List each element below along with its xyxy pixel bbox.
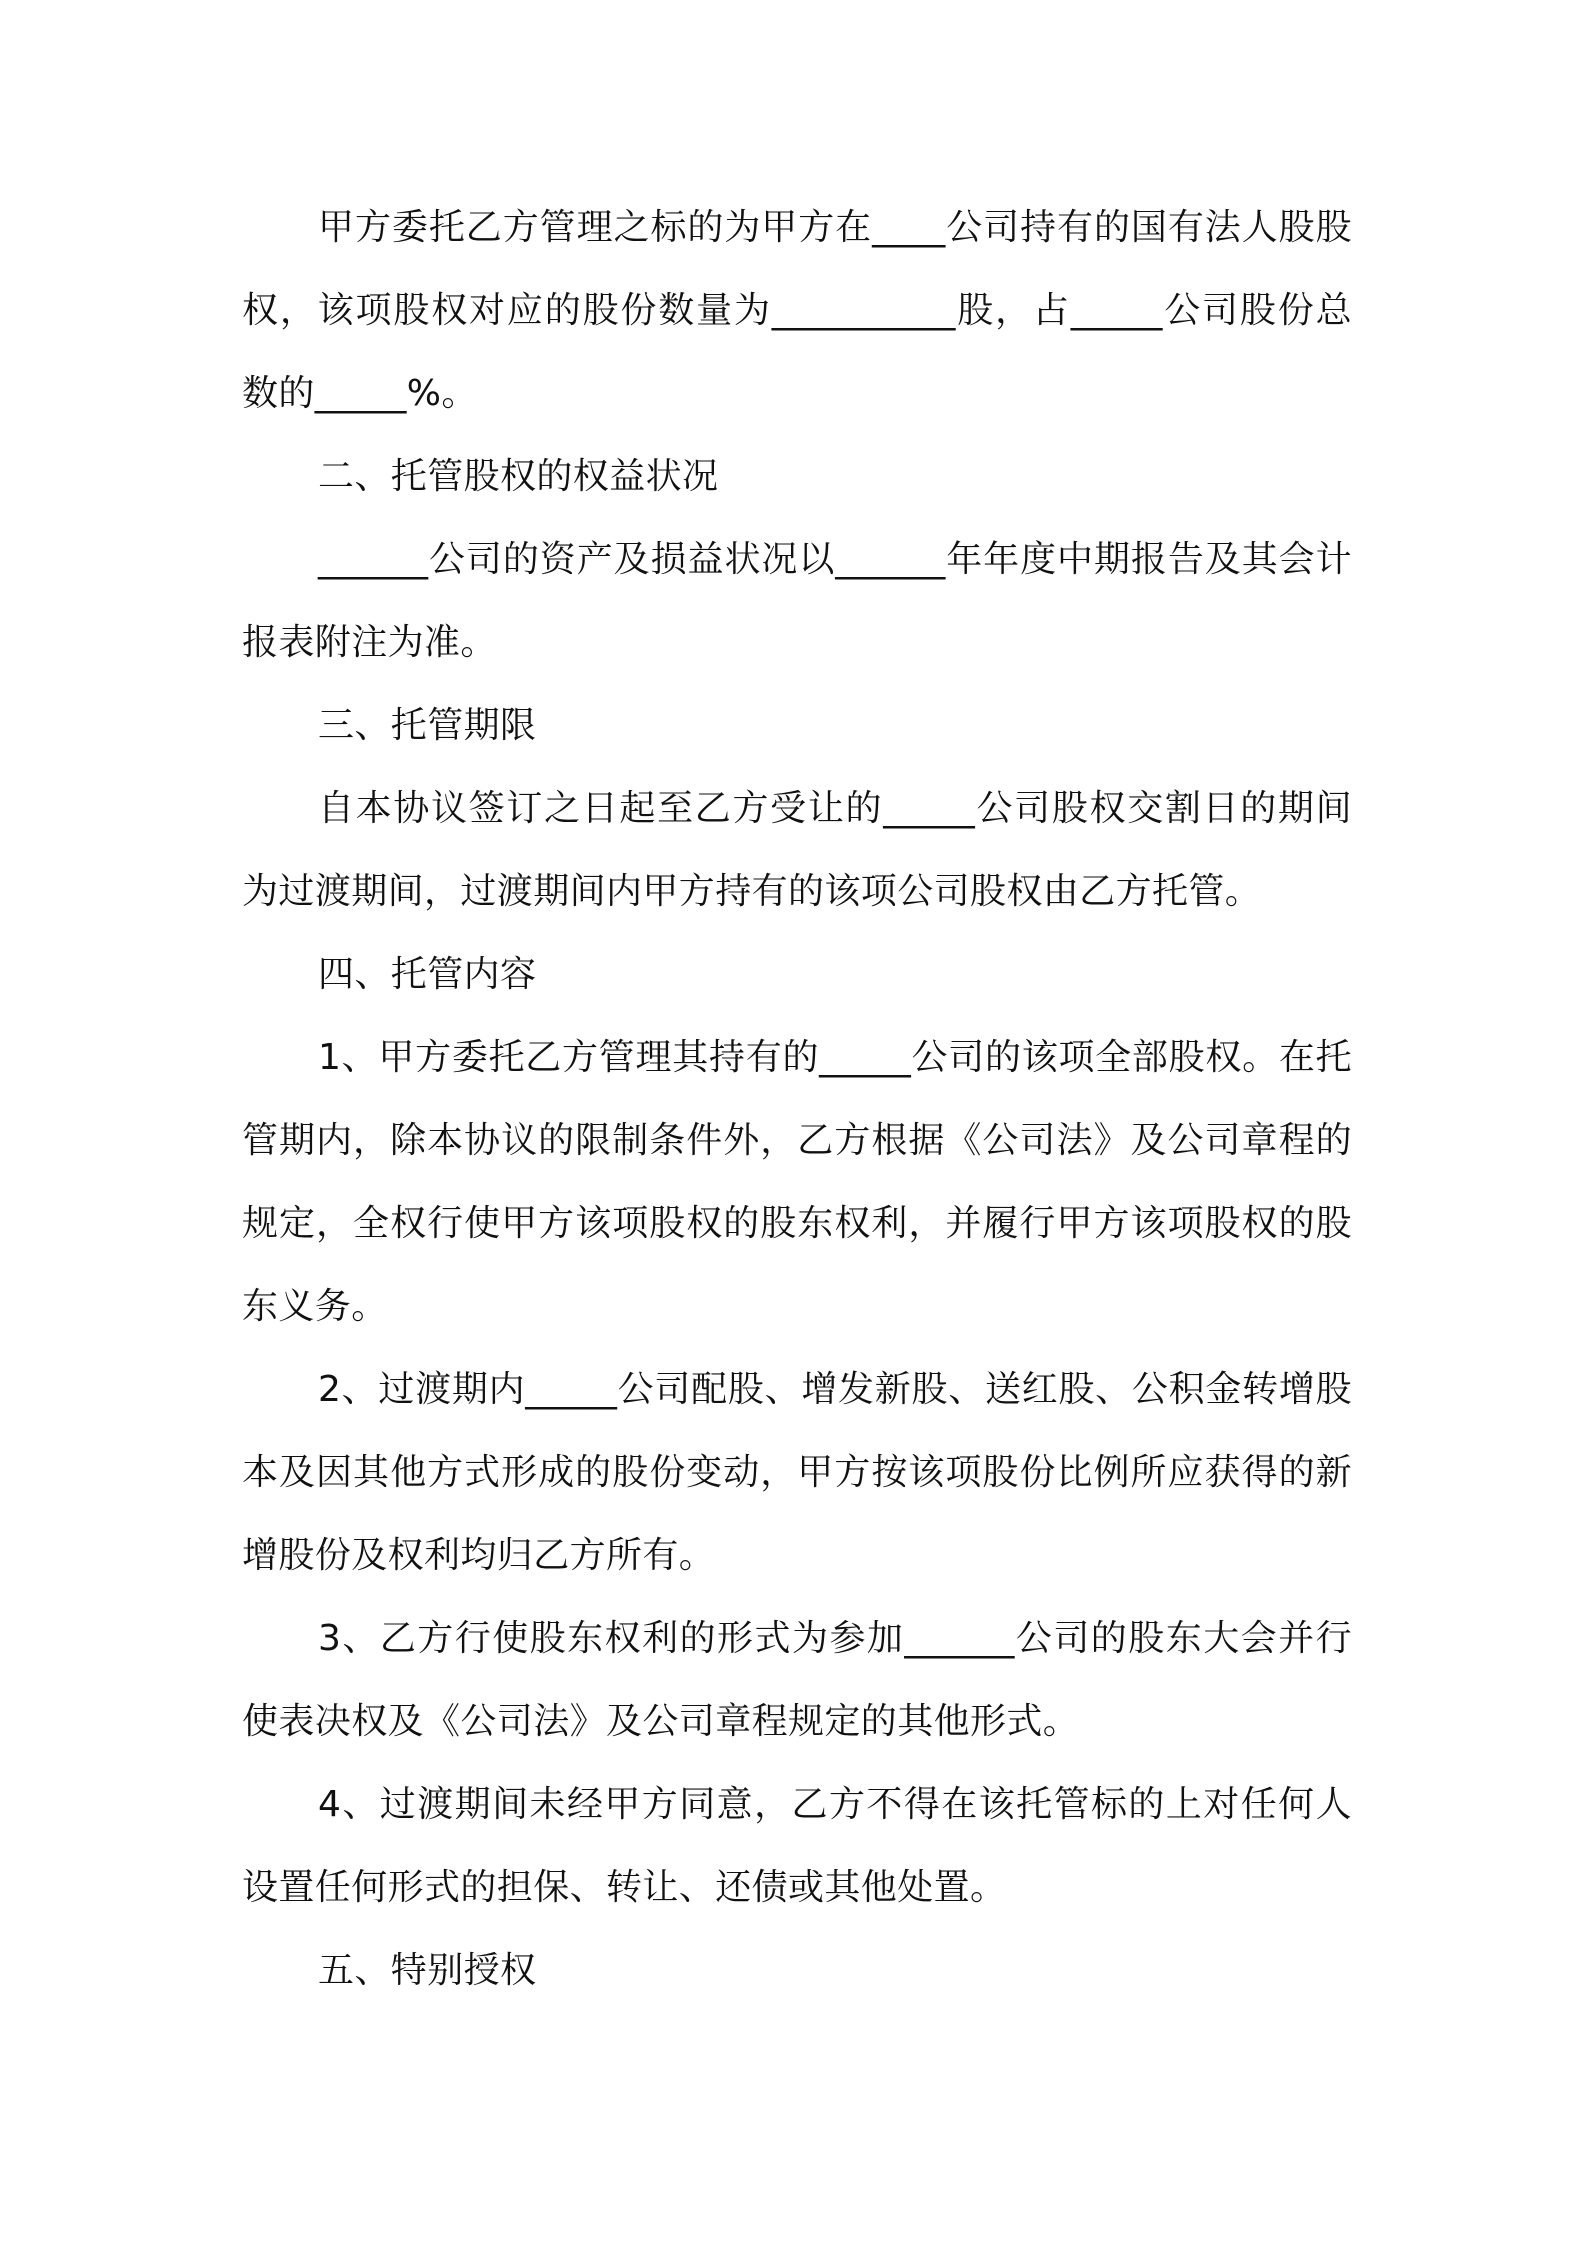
paragraph-clause-2: 2、过渡期内_____公司配股、增发新股、送红股、公积金转增股本及因其他方式形成的股份变动，甲方按该项股份比例所应获得的新增股份及权利均归乙方所有。 — [242, 1369, 1352, 1576]
section-heading-special-authorization: 五、特别授权 — [318, 1950, 537, 1991]
section-heading-custody-content: 四、托管内容 — [318, 954, 537, 995]
paragraph-clause-3: 3、乙方行使股东权利的形式为参加______公司的股东大会并行使表决权及《公司法》及公司章程规定的其他形式。 — [242, 1618, 1352, 1742]
section-heading-rights-status: 二、托管股权的权益状况 — [318, 456, 719, 497]
section-heading-custody-term: 三、托管期限 — [318, 705, 537, 746]
paragraph-clause-4: 4、过渡期间未经甲方同意，乙方不得在该托管标的上对任何人设置任何形式的担保、转让、还债或其他处置。 — [242, 1784, 1352, 1908]
paragraph-clause-1: 1、甲方委托乙方管理其持有的_____公司的该项全部股权。在托管期内，除本协议的限制条件外，乙方根据《公司法》及公司章程的规定，全权行使甲方该项股权的股东权利，并履行甲方该项股权的股东义务。 — [242, 1037, 1352, 1327]
paragraph-assets-status: ______公司的资产及损益状况以______年年度中期报告及其会计报表附注为准。 — [242, 539, 1352, 663]
document-body — [242, 186, 1352, 2012]
paragraph-equity-subject: 甲方委托乙方管理之标的为甲方在____公司持有的国有法人股股权，该项股权对应的股份数量为__________股，占_____公司股份总数的_____%。 — [242, 207, 1352, 414]
paragraph-transition-period: 自本协议签订之日起至乙方受让的_____公司股权交割日的期间为过渡期间，过渡期间内甲方持有的该项公司股权由乙方托管。 — [242, 788, 1352, 912]
